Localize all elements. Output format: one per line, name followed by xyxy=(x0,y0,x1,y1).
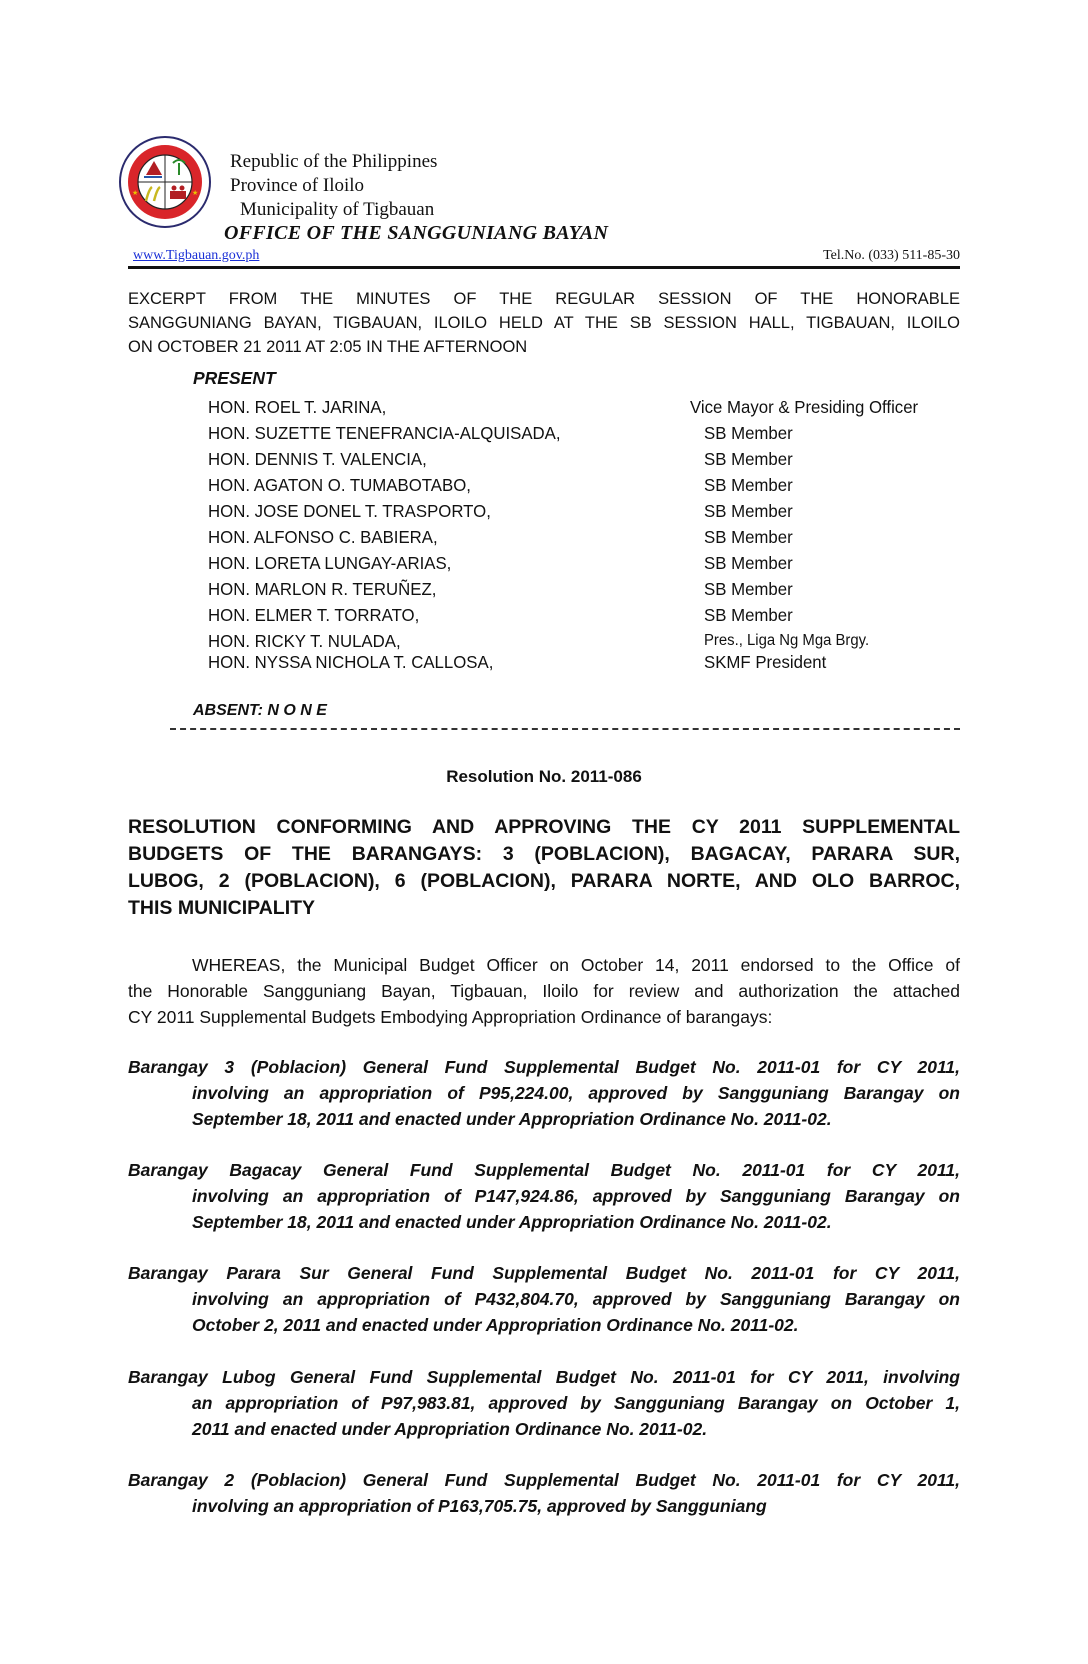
budget-line: 2011 and enacted under Appropriation Ordinance No. 2011-02. xyxy=(192,1419,708,1439)
attendee-row xyxy=(0,472,1088,498)
attendee-role: SKMF President xyxy=(704,652,827,672)
title-line: BUDGETS OF THE BARANGAYS: 3 (POBLACION), BAGACAY, PARARA SUR, xyxy=(128,843,960,865)
attendee-name: HON. MARLON R. TERUÑEZ, xyxy=(208,579,437,599)
attendee-name: HON. LORETA LUNGAY-ARIAS, xyxy=(208,553,452,573)
attendee-name: HON. JOSE DONEL T. TRASPORTO, xyxy=(208,501,491,521)
dashed-divider xyxy=(170,728,960,730)
attendee-list xyxy=(0,394,1088,675)
attendee-name: HON. SUZETTE TENEFRANCIA-ALQUISADA, xyxy=(208,423,561,443)
attendee-name: HON. DENNIS T. VALENCIA, xyxy=(208,449,427,469)
header-province: Province of Iloilo xyxy=(230,175,365,196)
budget-line: Barangay Parara Sur General Fund Supplemental Budget No. 2011-01 for CY 2011, xyxy=(128,1263,960,1283)
budget-item-barangay-3 xyxy=(128,1054,960,1132)
attendee-row xyxy=(0,524,1088,550)
attendee-row xyxy=(0,602,1088,628)
attendee-role: SB Member xyxy=(704,501,793,521)
budget-item-lubog xyxy=(128,1364,960,1442)
attendee-name: HON. AGATON O. TUMABOTABO, xyxy=(208,475,471,495)
attendee-role: Vice Mayor & Presiding Officer xyxy=(690,397,919,417)
attendee-role: SB Member xyxy=(704,579,793,599)
attendee-row xyxy=(0,498,1088,524)
attendee-role: SB Member xyxy=(704,423,793,443)
attendee-row xyxy=(0,550,1088,576)
header-divider xyxy=(128,266,960,269)
attendee-name: HON. RICKY T. NULADA, xyxy=(208,631,401,651)
budget-line: Barangay 3 (Poblacion) General Fund Supplemental Budget No. 2011-01 for CY 2011, xyxy=(128,1057,960,1077)
attendee-role: SB Member xyxy=(704,475,793,495)
title-line: RESOLUTION CONFORMING AND APPROVING THE CY 2011 SUPPLEMENTAL xyxy=(128,816,960,838)
header-office-title: OFFICE OF THE SANGGUNIANG BAYAN xyxy=(224,222,609,244)
budget-item-bagacay xyxy=(128,1157,960,1235)
resolution-number: Resolution No. 2011-086 xyxy=(446,767,642,786)
attendee-name: HON. ROEL T. JARINA, xyxy=(208,397,387,417)
municipal-seal-icon xyxy=(118,135,212,229)
attendee-name: HON. ALFONSO C. BABIERA, xyxy=(208,527,438,547)
attendee-name: HON. NYSSA NICHOLA T. CALLOSA, xyxy=(208,652,494,672)
budget-line: an appropriation of P97,983.81, approved by Sangguniang Barangay on October 1, xyxy=(192,1393,960,1413)
header-republic: Republic of the Philippines xyxy=(230,151,438,172)
budget-line: involving an appropriation of P147,924.86, approved by Sangguniang Barangay on xyxy=(192,1186,960,1206)
attendee-role: SB Member xyxy=(704,449,793,469)
whereas-clause xyxy=(128,952,960,1030)
budget-line: Barangay 2 (Poblacion) General Fund Supplemental Budget No. 2011-01 for CY 2011, xyxy=(128,1470,960,1490)
budget-item-barangay-2 xyxy=(128,1467,960,1519)
svg-text:★: ★ xyxy=(192,189,199,197)
budget-line: Barangay Bagacay General Fund Supplemental Budget No. 2011-01 for CY 2011, xyxy=(128,1160,960,1180)
budget-line: Barangay Lubog General Fund Supplemental Budget No. 2011-01 for CY 2011, involving xyxy=(128,1367,960,1387)
attendee-role: SB Member xyxy=(704,527,793,547)
budget-line: October 2, 2011 and enacted under Appropriation Ordinance No. 2011-02. xyxy=(192,1315,799,1335)
header-municipality: Municipality of Tigbauan xyxy=(240,199,435,220)
minutes-excerpt xyxy=(128,287,960,359)
website-link[interactable]: www.Tigbauan.gov.ph xyxy=(133,248,260,263)
attendee-role: SB Member xyxy=(704,605,793,625)
attendee-row xyxy=(0,420,1088,446)
excerpt-line: ON OCTOBER 21 2011 AT 2:05 IN THE AFTERNOON xyxy=(128,338,528,356)
budget-line: September 18, 2011 and enacted under Appropriation Ordinance No. 2011-02. xyxy=(192,1212,832,1232)
title-line: THIS MUNICIPALITY xyxy=(128,897,316,919)
excerpt-line: EXCERPT FROM THE MINUTES OF THE REGULAR SESSION OF THE HONORABLE xyxy=(128,290,960,308)
attendee-row xyxy=(0,628,1088,649)
telephone-number: Tel.No. (033) 511-85-30 xyxy=(823,248,960,263)
present-heading: PRESENT xyxy=(193,368,276,388)
budget-line: involving an appropriation of P95,224.00, approved by Sangguniang Barangay on xyxy=(192,1083,960,1103)
attendee-role: Pres., Liga Ng Mga Brgy. xyxy=(704,632,870,649)
attendee-row xyxy=(0,394,1088,420)
budget-line: September 18, 2011 and enacted under Appropriation Ordinance No. 2011-02. xyxy=(192,1109,832,1129)
absent-heading: ABSENT: N O N E xyxy=(193,702,327,719)
attendee-row xyxy=(0,649,1088,675)
budget-line: involving an appropriation of P163,705.75, approved by Sangguniang xyxy=(192,1496,767,1516)
resolution-title xyxy=(128,814,960,922)
attendee-row xyxy=(0,446,1088,472)
excerpt-line: SANGGUNIANG BAYAN, TIGBAUAN, ILOILO HELD AT THE SB SESSION HALL, TIGBAUAN, ILOILO xyxy=(128,314,960,332)
svg-text:★: ★ xyxy=(132,189,139,197)
whereas-line: WHEREAS, the Municipal Budget Officer on October 14, 2011 endorsed to the Office of xyxy=(192,955,960,975)
attendee-role: SB Member xyxy=(704,553,793,573)
budget-line: involving an appropriation of P432,804.70, approved by Sangguniang Barangay on xyxy=(192,1289,960,1309)
whereas-line: the Honorable Sangguniang Bayan, Tigbauan, Iloilo for review and authorization the attached xyxy=(128,981,960,1001)
title-line: LUBOG, 2 (POBLACION), 6 (POBLACION), PARARA NORTE, AND OLO BARROC, xyxy=(128,870,960,892)
budget-item-parara-sur xyxy=(128,1260,960,1338)
attendee-row xyxy=(0,576,1088,602)
attendee-name: HON. ELMER T. TORRATO, xyxy=(208,605,420,625)
whereas-line: CY 2011 Supplemental Budgets Embodying Appropriation Ordinance of barangays: xyxy=(128,1007,773,1027)
